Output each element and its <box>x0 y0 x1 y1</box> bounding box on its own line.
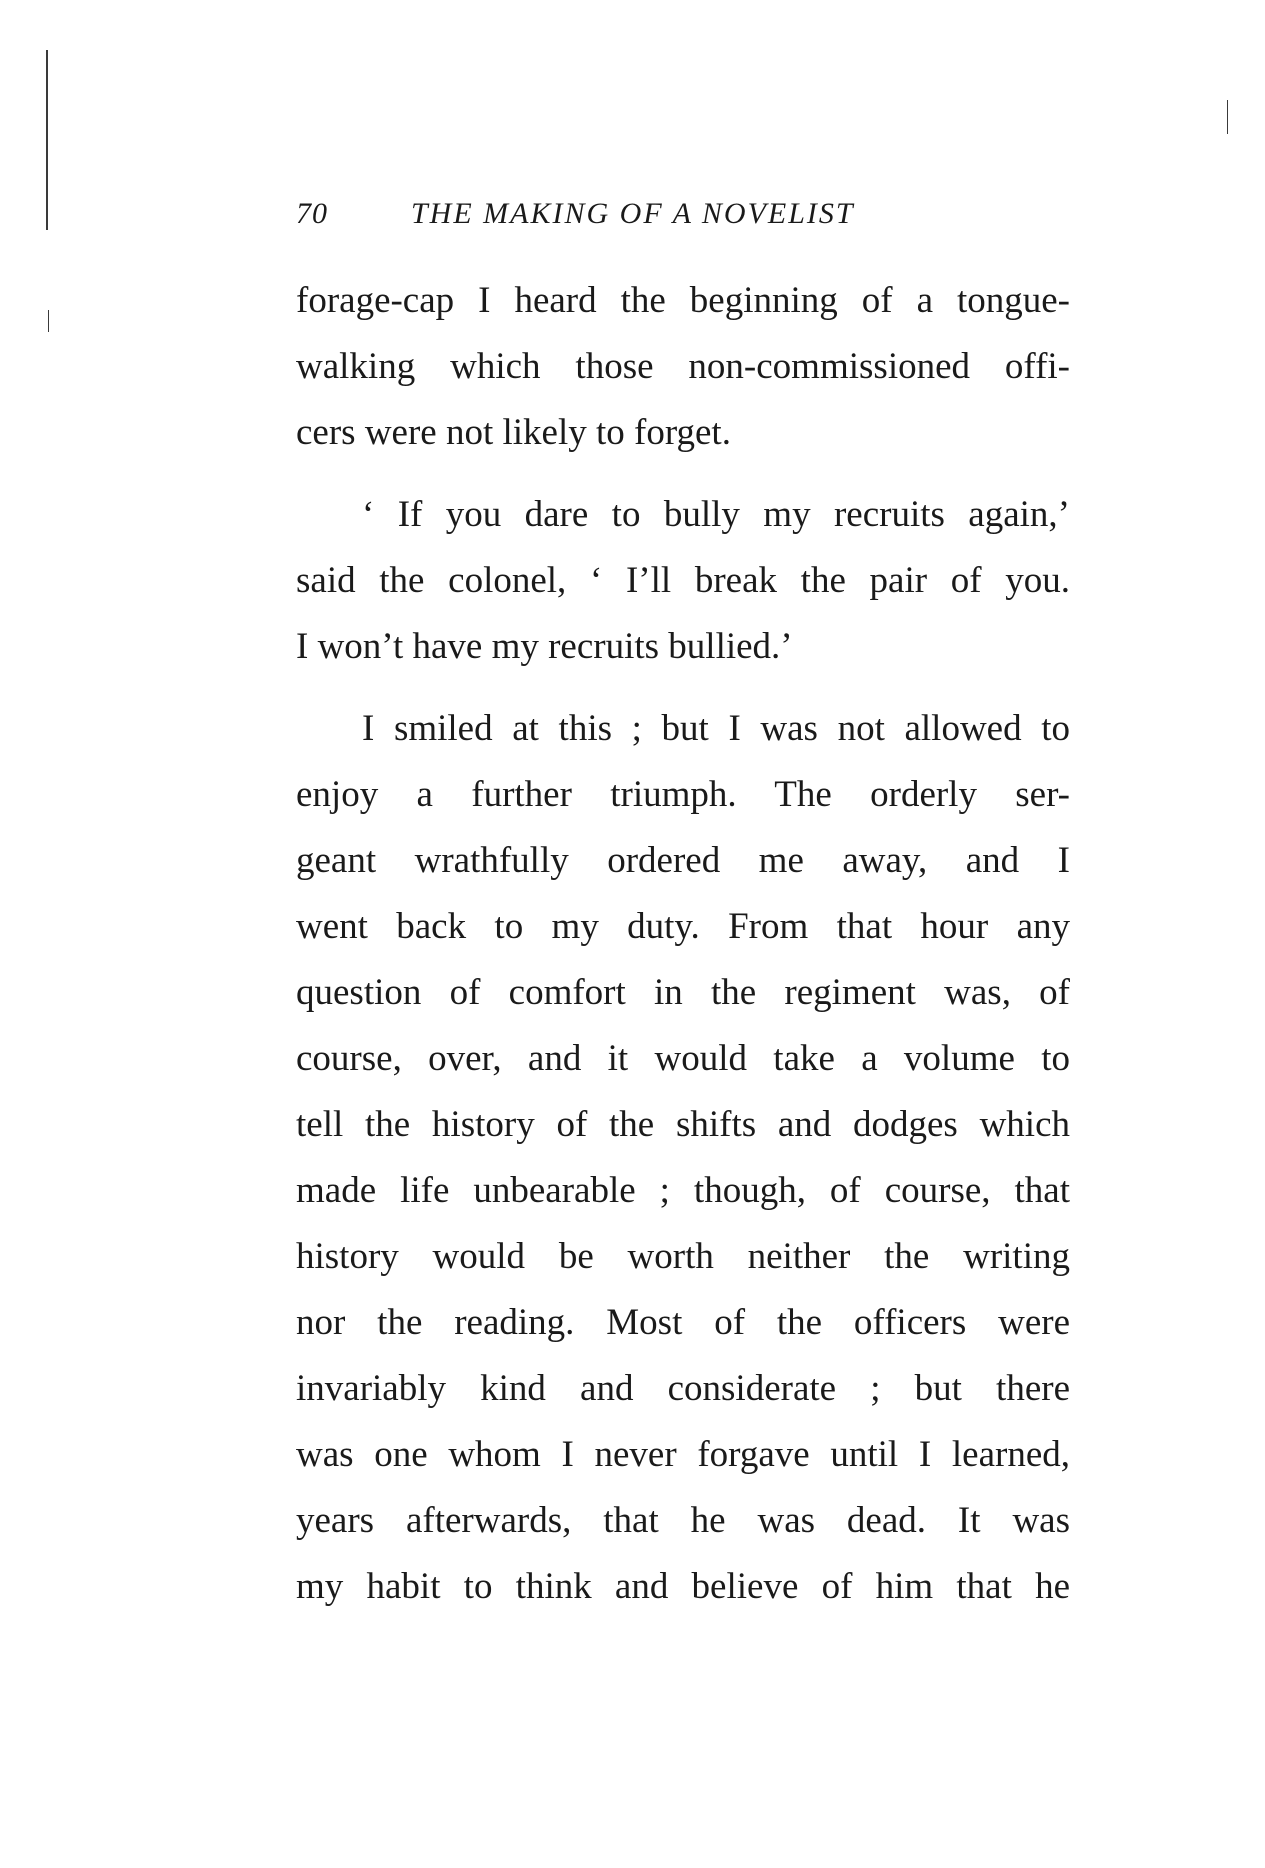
text-line: went back to my duty. From that hour any <box>296 906 1070 947</box>
body-text <box>296 268 1070 1620</box>
text-line: tell the history of the shifts and dodges which <box>296 1104 1070 1145</box>
scan-artifact <box>46 50 48 230</box>
text-line: invariably kind and considerate ; but there <box>296 1368 1070 1409</box>
page-number: 70 <box>296 197 328 230</box>
text-line: course, over, and it would take a volume to <box>296 1038 1070 1079</box>
text-line: question of comfort in the regiment was, of <box>296 972 1070 1013</box>
text-line: history would be worth neither the writing <box>296 1236 1070 1277</box>
text-line: years afterwards, that he was dead. It was <box>296 1500 1070 1541</box>
text-line: I won’t have my recruits bullied.’ <box>296 626 793 667</box>
text-line: my habit to think and believe of him that he <box>296 1566 1070 1607</box>
text-line: made life unbearable ; though, of course, that <box>296 1170 1070 1211</box>
text-line: I smiled at this ; but I was not allowed to <box>362 708 1070 749</box>
running-head: THE MAKING OF A NOVELIST <box>411 197 855 230</box>
text-line: ‘ If you dare to bully my recruits again,’ <box>362 494 1070 535</box>
scan-artifact <box>48 310 49 332</box>
page-header <box>296 197 1070 237</box>
text-line: was one whom I never forgave until I learned, <box>296 1434 1070 1475</box>
text-line: nor the reading. Most of the officers were <box>296 1302 1070 1343</box>
text-line: cers were not likely to forget. <box>296 412 731 453</box>
text-line: forage-cap I heard the beginning of a tongue- <box>296 280 1070 321</box>
scan-artifact <box>1227 100 1228 134</box>
text-line: walking which those non-commissioned offi- <box>296 346 1070 387</box>
text-line: geant wrathfully ordered me away, and I <box>296 840 1070 881</box>
text-line: said the colonel, ‘ I’ll break the pair of you. <box>296 560 1070 601</box>
text-line: enjoy a further triumph. The orderly ser- <box>296 774 1070 815</box>
